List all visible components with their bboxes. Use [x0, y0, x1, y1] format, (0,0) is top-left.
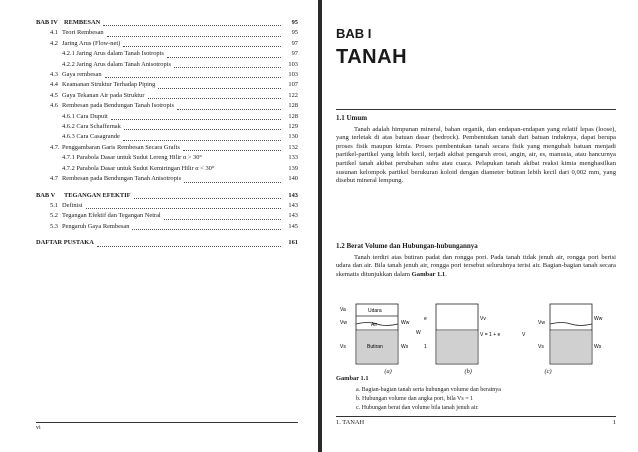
toc-entry-4-2-2[interactable]: 4.2.2 Jaring Arus dalam Tanah Anisotropis 103	[62, 60, 298, 68]
paragraph: Tanah adalah himpunan mineral, bahan organik, dan endapan-endapan yang relatif lepas (loose), yang terletak di atas batuan dasar (bedrock). Pembentukan tanah dari batuan induknya, dapat berupa proses fisik maupun kimia. Proses pembentukan tanah secara fisik yang mengubah batuan menjadi partikel-partikel yang lebih kecil, terjadi akibat pengaruh erosi, angin, air, es, manusia, atau hancurnya partikel tanah akibat perubahan suhu atau cuaca. Pelapukan tanah akibat reaksi kimia menghasilkan susunan kelompok partikel berukuran koloid dengan diameter butiran lebih kecil dari 0,002 mm, yang disebut mineral lempung.	[336, 125, 616, 185]
label-vw: Vw	[340, 320, 347, 326]
footer-chapter: 1. TANAH	[336, 419, 365, 426]
label-vw-c: Vw	[538, 320, 545, 326]
label-one: 1	[424, 344, 427, 350]
label-v-c: V	[522, 332, 526, 338]
left-page-number: vi	[36, 425, 41, 431]
label-butiran: Butiran	[367, 344, 383, 350]
soil-phase-diagram	[338, 302, 614, 366]
figure-reference[interactable]: Gambar 1.1	[411, 270, 446, 278]
toc-entry-4-7-2[interactable]: 4.7.2 Parabola Dasar untuk Sudut Kemiringan Hilir α < 30° 139	[62, 164, 298, 172]
toc-entry-4-6-2[interactable]: 4.6.2 Cara Schaffernak 129	[62, 123, 298, 131]
panel-a-label: (a)	[384, 368, 392, 375]
label-ww-c: Ww	[594, 316, 603, 322]
chapter-label: BAB I	[336, 26, 372, 41]
label-vv: Vv	[480, 316, 486, 322]
toc-entry-4-6-3[interactable]: 4.6.3 Cara Casagrande 130	[62, 133, 298, 141]
label-e: e	[424, 316, 427, 322]
section-1-2	[336, 242, 616, 279]
toc-entry-4-7-1[interactable]: 4.7.1 Parabola Dasar untuk Sudut Lereng Hilir α > 30° 133	[62, 154, 298, 162]
section-1-1	[336, 114, 616, 186]
figure-caption: Gambar 1.1	[336, 375, 369, 382]
label-ws: Ws	[401, 344, 409, 350]
toc-entry-bab5[interactable]: BAB V TEGANGAN EFEKTIF 143	[36, 191, 298, 199]
note-c: c. Hubungan berat dan volume bila tanah jenuh air.	[356, 405, 479, 411]
toc-entry-4-1[interactable]: 4.1 Teori Rembesan 95	[50, 29, 298, 37]
panel-b-label: (b)	[464, 368, 472, 375]
right-page-footer	[336, 416, 616, 426]
table-of-contents	[36, 18, 298, 249]
left-page	[0, 0, 318, 452]
panel-b	[436, 304, 478, 364]
toc-entry-5-1[interactable]: 5.1 Definisi 143	[50, 201, 298, 209]
toc-entry-4-6[interactable]: 4.6 Rembesan pada Bendungan Tanah Isotropis 128	[50, 102, 298, 110]
toc-entry-bab4[interactable]: BAB IV REMBESAN 95	[36, 19, 298, 26]
chapter-title: TANAH	[336, 46, 408, 68]
right-page-number: 1	[612, 419, 616, 426]
label-air: Air	[371, 322, 378, 328]
label-w: W	[416, 330, 421, 336]
panel-c	[550, 304, 592, 364]
toc-entry-4-7[interactable]: 4.7. Penggambaran Garis Rembesan Secara Grafis 132	[50, 143, 298, 151]
paragraph: Tanah terdiri atas butiran padat dan rongga pori. Pada tanah tidak jenuh air, rongga pori berisi udara dan air. Bila tanah jenuh air, rongga pori tersebut seluruhnya terisi air. Bagian-bagian tanah secara skematis ditunjukkan dalam Gambar 1.1.	[336, 253, 616, 278]
label-vs-c: Vs	[538, 344, 544, 350]
label-v-1-plus-e: V = 1 + e	[480, 332, 501, 338]
label-vs: Vs	[340, 344, 346, 350]
toc-entry-5-3[interactable]: 5.3 Pengaruh Gaya Rembesan 145	[50, 222, 298, 230]
toc-entry-4-2[interactable]: 4.2 Jaring Arus (Flow-net) 97	[50, 39, 298, 47]
toc-entry-4-3[interactable]: 4.3 Gaya rembesan 103	[50, 71, 298, 79]
section-heading: 1.2 Berat Volume dan Hubungan-hubungannya	[336, 242, 478, 250]
label-ws-c: Ws	[594, 344, 602, 350]
left-page-footer	[36, 422, 298, 431]
note-a: a. Bagian-bagian tanah serta hubungan volume dan beratnya	[356, 387, 501, 393]
toc-entry-daftar-pustaka[interactable]: DAFTAR PUSTAKA 161	[36, 239, 298, 247]
section-heading: 1.1 Umum	[336, 114, 368, 122]
chapter-rule	[336, 109, 616, 110]
toc-entry-4-6-1[interactable]: 4.6.1 Cara Dupuit 128	[62, 112, 298, 120]
figure-notes	[356, 386, 616, 413]
panel-labels	[336, 368, 588, 375]
toc-entry-4-2-1[interactable]: 4.2.1 Jaring Arus dalam Tanah Isotropis 97	[62, 50, 298, 58]
book-spine	[318, 0, 322, 452]
toc-entry-4-5[interactable]: 4.5 Gaya Tekanan Air pada Struktur 122	[50, 91, 298, 99]
panel-c-label: (c)	[544, 368, 552, 375]
label-va: Va	[340, 307, 346, 313]
toc-entry-4-4[interactable]: 4.4 Keamanan Struktur Terhadap Piping 107	[50, 81, 298, 89]
label-ww: Ww	[401, 320, 410, 326]
toc-entry-4-7b[interactable]: 4.7 Rembesan pada Bendungan Tanah Anisotropis 140	[50, 175, 298, 183]
figure-caption-block	[336, 368, 616, 382]
toc-entry-5-2[interactable]: 5.2 Tegangan Efektif dan Tegangan Netral 143	[50, 212, 298, 220]
label-udara: Udara	[368, 308, 382, 314]
note-b: b. Hubungan volume dan angka pori, bila Vs = 1	[356, 396, 474, 402]
